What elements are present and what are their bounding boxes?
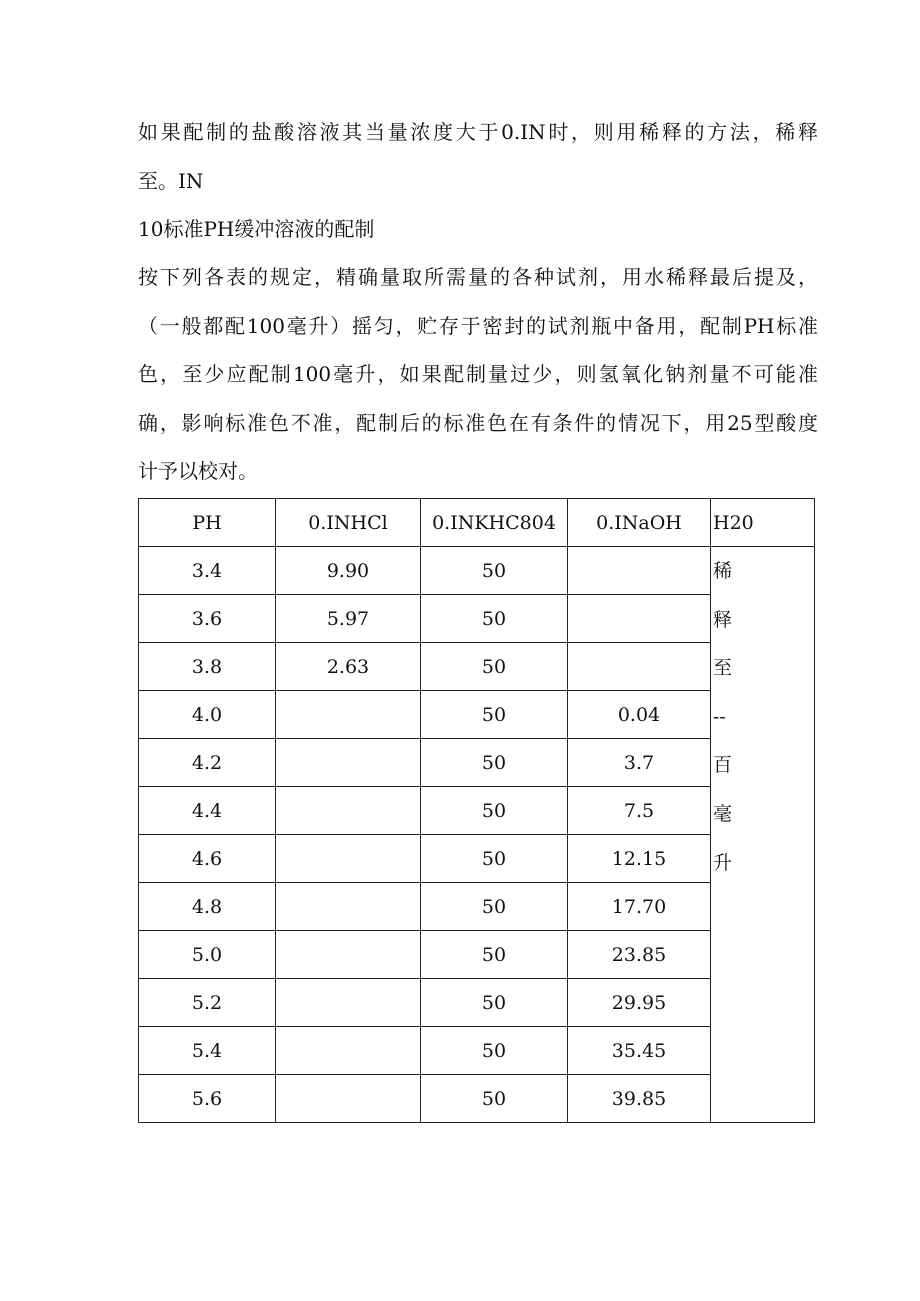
table-cell [276, 835, 421, 883]
table-cell: 12.15 [568, 835, 711, 883]
table-cell: 50 [421, 787, 568, 835]
text-line: 计予以校对。 [138, 459, 258, 484]
text-line: 确，影响标准色不准，配制后的标准色在有条件的情况下，用25型酸度 [138, 410, 818, 435]
table-cell [568, 595, 711, 643]
h2o-note-char: 释 [713, 608, 733, 631]
table-cell: 50 [421, 931, 568, 979]
table-cell: 29.95 [568, 979, 711, 1027]
table-cell: 5.0 [139, 931, 276, 979]
table-cell: 50 [421, 643, 568, 691]
table-cell: 4.2 [139, 739, 276, 787]
table-cell: 0.04 [568, 691, 711, 739]
table-cell: 39.85 [568, 1075, 711, 1123]
table-cell: 50 [421, 595, 568, 643]
table-cell: 50 [421, 883, 568, 931]
table-cell: 3.8 [139, 643, 276, 691]
table-header-row [139, 499, 815, 547]
table-cell [276, 739, 421, 787]
header-ph: PH [139, 499, 276, 547]
text-line: 至。IN [138, 168, 204, 193]
table-cell: 9.90 [276, 547, 421, 595]
table-cell [276, 1075, 421, 1123]
h2o-note-char: -- [713, 705, 726, 728]
h2o-note-char: 稀 [713, 560, 733, 582]
table-cell: 50 [421, 835, 568, 883]
table-cell: 50 [421, 1027, 568, 1075]
table-cell [276, 979, 421, 1027]
header-naoh: 0.INaOH [568, 499, 711, 547]
table-cell: 35.45 [568, 1027, 711, 1075]
table-cell: 5.97 [276, 595, 421, 643]
text-line: （一般都配100毫升）摇匀，贮存于密封的试剂瓶中备用，配制PH标准 [138, 313, 818, 338]
header-hcl: 0.INHCl [276, 499, 421, 547]
table-cell: 50 [421, 739, 568, 787]
table-cell: 50 [421, 691, 568, 739]
table-cell: 17.70 [568, 883, 711, 931]
header-khc: 0.INKHC804 [421, 499, 568, 547]
table-cell: 5.6 [139, 1075, 276, 1123]
text-line: 如果配制的盐酸溶液其当量浓度大于0.IN时，则用稀释的方法，稀释 [138, 120, 818, 144]
intro-paragraph [138, 108, 818, 205]
header-h2o: H20 [711, 499, 815, 547]
h2o-note-char: 百 [713, 754, 733, 777]
h2o-note-char: 毫 [713, 802, 733, 825]
table-cell: 50 [421, 547, 568, 595]
table-cell: 50 [421, 979, 568, 1027]
table-cell: 4.4 [139, 787, 276, 835]
table-cell [568, 547, 711, 595]
table-cell [276, 883, 421, 931]
text-line: 按下列各表的规定，精确量取所需量的各种试剂，用水稀释最后提及， [138, 265, 818, 289]
table-cell: 7.5 [568, 787, 711, 835]
h2o-note-char: 升 [713, 851, 733, 874]
text-line: 色，至少应配制100毫升，如果配制量过少，则氢氧化钠剂量不可能准 [138, 362, 818, 387]
heading-text: 10标准PH缓冲溶液的配制 [138, 217, 375, 241]
table-cell [276, 1027, 421, 1075]
table-cell: 4.0 [139, 691, 276, 739]
table-cell [276, 931, 421, 979]
section-heading [138, 205, 818, 254]
table-cell [276, 691, 421, 739]
table-cell: 4.8 [139, 883, 276, 931]
h2o-note-cell [711, 547, 815, 1123]
h2o-note-char: 至 [713, 657, 733, 680]
instructions-paragraph [138, 253, 818, 496]
table-cell: 5.2 [139, 979, 276, 1027]
table-cell: 3.4 [139, 547, 276, 595]
table-cell: 3.7 [568, 739, 711, 787]
table-cell: 3.6 [139, 595, 276, 643]
table-row [139, 547, 815, 595]
table-cell: 2.63 [276, 643, 421, 691]
table-cell: 50 [421, 1075, 568, 1123]
ph-buffer-table [138, 498, 815, 1123]
table-cell: 23.85 [568, 931, 711, 979]
table-cell [568, 643, 711, 691]
table-cell: 5.4 [139, 1027, 276, 1075]
table-cell: 4.6 [139, 835, 276, 883]
table-cell [276, 787, 421, 835]
